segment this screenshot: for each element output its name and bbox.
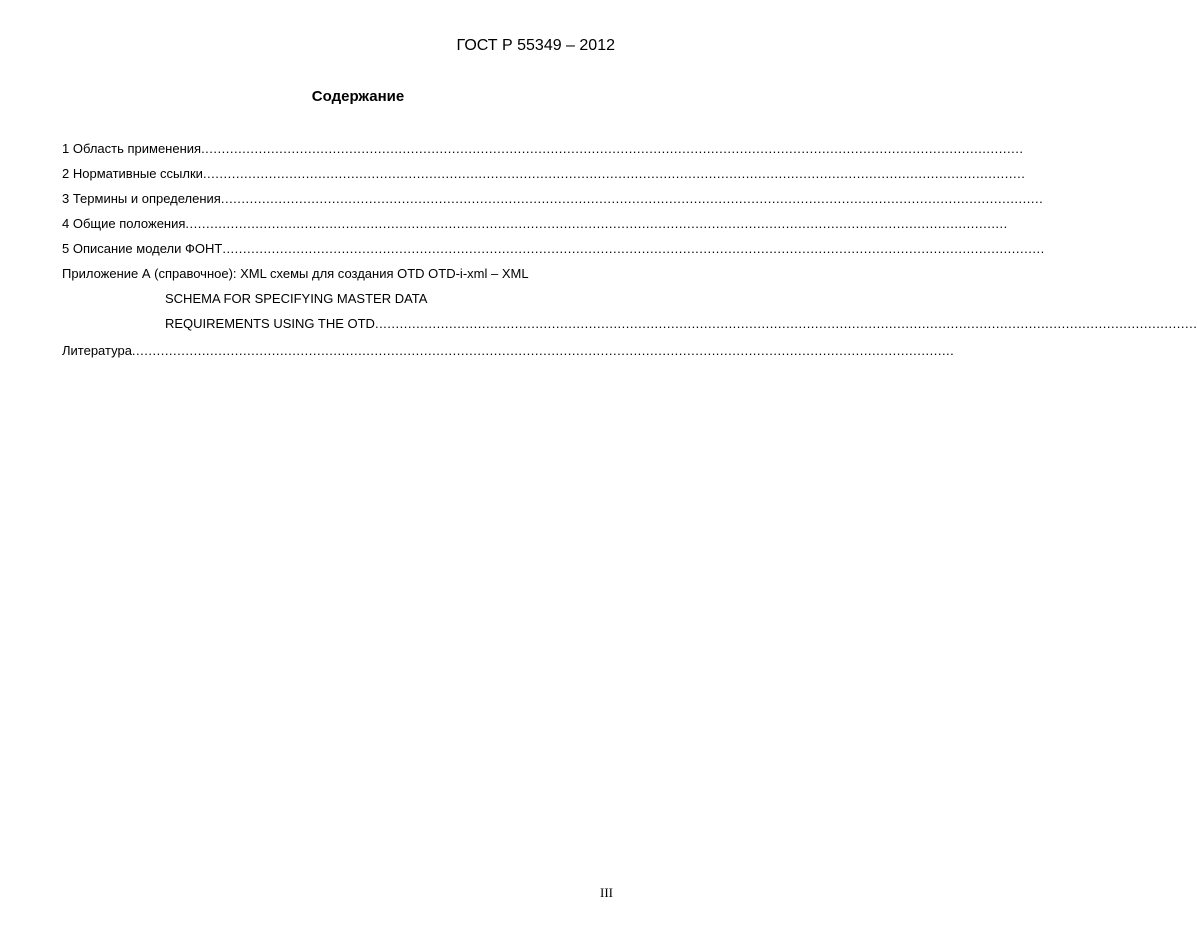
- page-number: III: [600, 885, 613, 900]
- toc-item[interactable]: [62, 164, 1026, 189]
- toc-item-label: 4 Общие положения: [62, 216, 186, 231]
- toc-item-appendix-continued[interactable]: [62, 314, 1197, 339]
- toc-item[interactable]: [62, 139, 1024, 164]
- toc-item-label: Приложение А (справочное): XML схемы для создания OTD OTD-i-xml – XML: [62, 266, 529, 281]
- dot-leader: ........................................................................................................................................................................................................: [374, 316, 1197, 331]
- toc-item-label: 5 Описание модели ФОНТ: [62, 241, 223, 256]
- table-of-contents: [62, 139, 1197, 366]
- toc-item[interactable]: [62, 239, 1045, 264]
- toc-item-label: REQUIREMENTS USING THE OTD: [165, 316, 375, 331]
- toc-item-appendix[interactable]: [62, 264, 610, 289]
- toc-item-label: Литература: [62, 343, 132, 358]
- dot-leader: ........................................................................................................................................................................................................: [201, 141, 1024, 156]
- page-title: Содержание: [311, 88, 405, 105]
- toc-item[interactable]: [62, 214, 1008, 239]
- toc-item-label: 3 Термины и определения: [62, 191, 221, 206]
- toc-item-label: 2 Нормативные ссылки: [62, 166, 203, 181]
- dot-leader: ........................................................................................................................................................................................................: [131, 343, 955, 358]
- toc-item[interactable]: [62, 341, 955, 366]
- dot-leader: ........................................................................................................................................................................................................: [220, 191, 1044, 206]
- dot-leader: ........................................................................................................................................................................................................: [222, 241, 1045, 256]
- toc-item[interactable]: [62, 189, 1044, 214]
- dot-leader: ........................................................................................................................................................................................................: [202, 166, 1026, 181]
- toc-item-appendix-continued: [62, 289, 610, 314]
- dot-leader: ........................................................................................................................................................................................................: [185, 216, 1008, 231]
- toc-item-label: SCHEMA FOR SPECIFYING MASTER DATA: [165, 291, 428, 306]
- toc-item-label: 1 Область применения: [62, 141, 202, 156]
- standard-header: ГОСТ Р 55349 – 2012: [456, 37, 615, 54]
